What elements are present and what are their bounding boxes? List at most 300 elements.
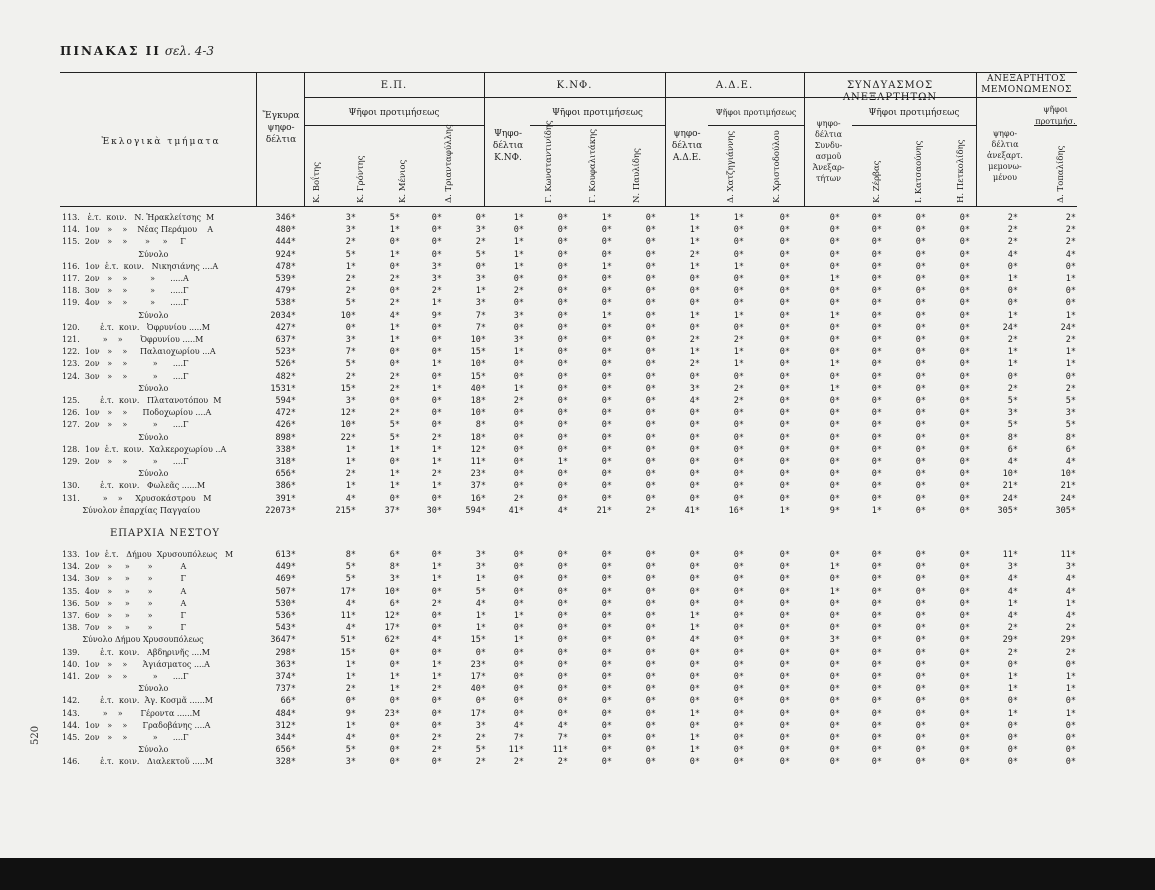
table-cell: 0* (829, 696, 840, 707)
table-cell: 0* (645, 635, 656, 646)
table-cell: 0* (1007, 757, 1018, 768)
table-cell: 0* (871, 432, 882, 443)
table-cell: 23* (470, 659, 486, 670)
table-cell: 0* (959, 213, 970, 223)
table-cell: 0* (779, 720, 790, 731)
table-cell: 3* (1065, 408, 1076, 419)
table-cell: 1* (1065, 684, 1076, 695)
table-cell: 1* (431, 444, 442, 455)
table-cell: 7* (513, 733, 524, 743)
table-cell: 0* (557, 659, 568, 670)
table-cell: 0* (601, 647, 612, 658)
table-cell: 1* (431, 562, 442, 573)
precinct-label: 139. ἑ.τ. κοιν. Αβδηρινῆς ....Μ (62, 647, 210, 657)
group-pre-line: ψηφο- (816, 119, 841, 128)
table-cell: 1* (389, 481, 400, 492)
table-cell: 0* (915, 371, 926, 382)
table-cell: 0* (871, 635, 882, 646)
candidate-column-header: Ν. Παυλίδης (632, 148, 642, 203)
table-cell: 0* (557, 274, 568, 284)
table-cell: 0* (779, 261, 790, 272)
table-cell: 0* (645, 383, 656, 394)
subtotal-label: Σύνολο (62, 469, 169, 479)
header-top-rule (60, 72, 1077, 73)
table-cell: 1* (733, 310, 744, 321)
table-cell: 2* (689, 335, 700, 345)
table-cell: 0* (475, 696, 486, 707)
table-cell: 0* (513, 696, 524, 707)
table-cell: 3647* (270, 635, 296, 646)
table-cell: 0* (779, 550, 790, 560)
group-header-syndyasmos: ΣΥΝΔΥΑΣΜΟΣ ΑΝΕΞΑΡΤΗΤΩΝ (842, 80, 938, 103)
table-cell: 5* (475, 586, 486, 597)
table-cell: 0* (645, 493, 656, 504)
table-cell: 391* (275, 493, 296, 504)
table-cell: 0* (645, 598, 656, 609)
table-cell: 0* (959, 383, 970, 394)
table-cell: 4* (1065, 457, 1076, 467)
table-cell: 0* (959, 396, 970, 406)
table-cell: 0* (871, 757, 882, 768)
table-cell: 3* (1007, 408, 1018, 419)
group-pre-line: ψηφο- (673, 129, 701, 139)
header-col-rule (256, 72, 257, 206)
table-cell: 0* (601, 298, 612, 309)
table-cell: 0* (959, 371, 970, 382)
table-cell: 0* (601, 586, 612, 597)
table-cell: 479* (275, 286, 296, 297)
table-cell: 2* (431, 286, 442, 297)
table-cell: 0* (959, 237, 970, 248)
table-cell: 0* (779, 733, 790, 743)
table-cell: 0* (389, 659, 400, 670)
table-cell: 0* (601, 720, 612, 731)
table-cell: 0* (389, 647, 400, 658)
table-cell: 7* (557, 733, 568, 743)
table-cell: 0* (871, 249, 882, 260)
table-cell: 1* (733, 347, 744, 358)
candidate-column-header: Δ. Τοπαλίδης (1056, 145, 1066, 203)
table-cell: 10* (1002, 469, 1018, 480)
table-cell: 0* (829, 745, 840, 756)
table-cell: 3* (431, 261, 442, 272)
table-cell: 1* (1065, 347, 1076, 358)
table-cell: 0* (829, 347, 840, 358)
table-cell: 0* (959, 322, 970, 333)
table-cell: 0* (829, 298, 840, 309)
table-cell: 0* (645, 335, 656, 345)
table-cell: 2* (1065, 647, 1076, 658)
table-cell: 0* (871, 708, 882, 719)
table-cell: 1* (829, 586, 840, 597)
table-cell: 1* (689, 225, 700, 236)
table-cell: 0* (689, 757, 700, 768)
table-cell: 0* (557, 481, 568, 492)
table-cell: 0* (557, 396, 568, 406)
table-cell: 11* (340, 611, 356, 621)
table-cell: 2* (345, 469, 356, 480)
table-cell: 0* (915, 611, 926, 621)
table-cell: 1* (513, 261, 524, 272)
table-cell: 0* (779, 383, 790, 394)
table-cell: 482* (275, 371, 296, 382)
table-cell: 1* (1065, 310, 1076, 321)
table-cell: 0* (431, 611, 442, 621)
table-cell: 0* (915, 432, 926, 443)
table-cell: 6* (389, 550, 400, 560)
table-cell: 0* (557, 635, 568, 646)
table-cell: 0* (959, 720, 970, 731)
table-cell: 637* (275, 335, 296, 345)
table-cell: 0* (689, 647, 700, 658)
table-cell: 3* (829, 635, 840, 646)
table-cell: 0* (959, 249, 970, 260)
table-cell: 0* (915, 225, 926, 236)
table-cell: 0* (601, 347, 612, 358)
table-cell: 17* (470, 672, 486, 682)
table-cell: 4* (431, 635, 442, 646)
table-cell: 1* (689, 347, 700, 358)
table-cell: 0* (779, 623, 790, 634)
table-cell: 3* (345, 213, 356, 223)
table-cell: 0* (871, 457, 882, 467)
table-cell: 0* (733, 286, 744, 297)
table-cell: 10* (470, 359, 486, 370)
table-cell: 1* (1065, 598, 1076, 609)
group-sub-anexartitos: ψῆφοι προτιμήσ. (1035, 105, 1076, 126)
table-cell: 2* (1065, 383, 1076, 394)
table-cell: 0* (645, 213, 656, 223)
group-pre-line: Ἀνεξαρ- (812, 163, 845, 172)
table-cell: 7* (475, 322, 486, 333)
table-cell: 1* (601, 261, 612, 272)
table-cell: 1* (513, 237, 524, 248)
table-cell: 0* (871, 647, 882, 658)
precinct-label: 120. ἑ.τ. κοιν. Ὀφρυνίου .....Μ (62, 322, 210, 332)
table-cell: 12* (470, 444, 486, 455)
table-cell: 0* (959, 408, 970, 419)
table-cell: 0* (733, 598, 744, 609)
table-cell: 1* (829, 274, 840, 284)
table-cell: 1* (1007, 598, 1018, 609)
table-cell: 0* (557, 383, 568, 394)
table-cell: 0* (915, 598, 926, 609)
table-cell: 0* (1065, 757, 1076, 768)
table-cell: 0* (645, 408, 656, 419)
table-cell: 2* (1065, 623, 1076, 634)
table-cell: 0* (513, 274, 524, 284)
table-cell: 0* (389, 347, 400, 358)
table-cell: 1* (689, 213, 700, 223)
table-cell: 0* (871, 261, 882, 272)
table-cell: 0* (959, 659, 970, 670)
table-cell: 0* (601, 672, 612, 682)
table-cell: 1* (829, 359, 840, 370)
table-cell: 0* (1007, 261, 1018, 272)
table-cell: 16* (728, 505, 744, 516)
table-cell: 0* (645, 684, 656, 695)
table-cell: 0* (871, 310, 882, 321)
table-cell: 0* (959, 310, 970, 321)
table-cell: 30* (426, 505, 442, 516)
table-cell: 0* (431, 420, 442, 431)
table-cell: 1* (829, 310, 840, 321)
table-cell: 2* (345, 237, 356, 248)
table-cell: 17* (470, 708, 486, 719)
table-cell: 0* (871, 225, 882, 236)
table-cell: 363* (275, 659, 296, 670)
table-cell: 3* (475, 274, 486, 284)
table-cell: 0* (557, 647, 568, 658)
table-cell: 0* (513, 647, 524, 658)
table-cell: 18* (470, 396, 486, 406)
table-cell: 0* (1007, 720, 1018, 731)
table-cell: 0* (431, 347, 442, 358)
table-cell: 0* (733, 298, 744, 309)
table-cell: 0* (645, 310, 656, 321)
table-cell: 0* (915, 383, 926, 394)
table-cell: 1* (689, 623, 700, 634)
page-number: 520 (30, 725, 41, 745)
table-cell: 5* (1007, 420, 1018, 431)
table-cell: 15* (470, 635, 486, 646)
table-cell: 3* (513, 335, 524, 345)
table-cell: 0* (475, 261, 486, 272)
table-cell: 24* (1060, 322, 1076, 333)
table-cell: 0* (733, 444, 744, 455)
table-cell: 0* (389, 493, 400, 504)
table-cell: 0* (557, 684, 568, 695)
table-cell: 1* (431, 574, 442, 585)
group-pre-line: ἀνεξαρτ. (987, 151, 1023, 160)
table-cell: 5* (345, 359, 356, 370)
table-cell: 0* (871, 745, 882, 756)
subtotal-label: Σύνολο (62, 745, 169, 755)
table-cell: 0* (779, 359, 790, 370)
table-cell: 3* (345, 757, 356, 768)
table-cell: 0* (871, 408, 882, 419)
table-cell: 0* (645, 611, 656, 621)
table-cell: 3* (475, 562, 486, 573)
precinct-label: 131. » » Χρυσοκάστρου Μ (62, 493, 212, 503)
table-title: ΠΙΝΑΚΑΣ II (60, 44, 161, 58)
table-cell: 1* (389, 335, 400, 345)
table-cell: 0* (779, 347, 790, 358)
table-cell: 656* (275, 469, 296, 480)
group-pre-knf (486, 128, 530, 164)
table-cell: 0* (601, 574, 612, 585)
precinct-label: 123. 2ον » » » ....Γ (62, 359, 189, 369)
table-cell: 0* (779, 574, 790, 585)
table-cell: 0* (915, 696, 926, 707)
valid-votes-line: Ἔγκυρα (262, 111, 300, 121)
table-cell: 21* (1060, 481, 1076, 492)
table-cell: 2* (345, 274, 356, 284)
table-cell: 0* (689, 550, 700, 560)
table-cell: 0* (915, 335, 926, 345)
table-cell: 0* (601, 684, 612, 695)
table-cell: 1* (1007, 274, 1018, 284)
table-cell: 4* (557, 720, 568, 731)
candidate-column-header: Κ. Μένιος (398, 159, 408, 203)
table-cell: 0* (915, 310, 926, 321)
table-cell: 0* (779, 611, 790, 621)
table-cell: 0* (513, 672, 524, 682)
table-cell: 2* (513, 757, 524, 768)
table-cell: 1* (733, 213, 744, 223)
table-cell: 0* (557, 574, 568, 585)
table-cell: 4* (345, 493, 356, 504)
table-cell: 2* (345, 286, 356, 297)
table-cell: 1* (601, 310, 612, 321)
precinct-label: 119. 4ον » » » .....Γ (62, 298, 189, 308)
table-cell: 1* (689, 708, 700, 719)
table-cell: 0* (557, 586, 568, 597)
table-cell: 0* (475, 647, 486, 658)
table-cell: 0* (733, 574, 744, 585)
table-cell: 0* (557, 249, 568, 260)
table-cell: 22* (340, 432, 356, 443)
table-cell: 6* (1065, 444, 1076, 455)
table-cell: 0* (733, 623, 744, 634)
table-cell: 0* (959, 481, 970, 492)
table-cell: 0* (829, 708, 840, 719)
table-cell: 1* (1065, 708, 1076, 719)
table-cell: 2* (513, 493, 524, 504)
table-cell: 0* (829, 261, 840, 272)
table-cell: 2* (513, 286, 524, 297)
table-cell: 0* (601, 322, 612, 333)
table-cell: 2* (1065, 213, 1076, 223)
table-cell: 480* (275, 225, 296, 236)
table-cell: 2* (389, 298, 400, 309)
candidate-column-header: Κ. Ζέρβας (872, 160, 882, 203)
table-cell: 0* (689, 720, 700, 731)
table-cell: 472* (275, 408, 296, 419)
table-cell: 0* (733, 249, 744, 260)
table-cell: 0* (601, 493, 612, 504)
table-cell: 0* (557, 550, 568, 560)
table-cell: 2* (431, 432, 442, 443)
table-cell: 0* (829, 371, 840, 382)
table-cell: 1* (389, 322, 400, 333)
table-cell: 9* (345, 708, 356, 719)
table-cell: 0* (779, 274, 790, 284)
table-cell: 1* (733, 261, 744, 272)
table-cell: 0* (733, 611, 744, 621)
table-cell: 3* (475, 720, 486, 731)
table-cell: 10* (470, 335, 486, 345)
table-cell: 0* (829, 684, 840, 695)
table-cell: 0* (779, 672, 790, 682)
table-cell: 1* (345, 481, 356, 492)
table-cell: 2* (431, 745, 442, 756)
table-cell: 0* (431, 225, 442, 236)
table-cell: 3* (513, 310, 524, 321)
table-cell: 0* (431, 237, 442, 248)
table-cell: 21* (596, 505, 612, 516)
table-cell: 0* (601, 469, 612, 480)
table-cell: 0* (431, 757, 442, 768)
table-cell: 5* (475, 745, 486, 756)
table-cell: 1* (601, 213, 612, 223)
table-cell: 737* (275, 684, 296, 695)
table-cell: 0* (389, 745, 400, 756)
table-cell: 0* (871, 444, 882, 455)
scan-edge (0, 858, 1155, 890)
table-cell: 0* (733, 457, 744, 467)
table-cell: 0* (645, 237, 656, 248)
table-cell: 0* (513, 444, 524, 455)
table-cell: 0* (557, 322, 568, 333)
table-cell: 1* (389, 444, 400, 455)
table-cell: 2* (733, 335, 744, 345)
table-cell: 344* (275, 733, 296, 743)
group-pre-line: ψηφο- (992, 129, 1018, 138)
precinct-label: 136. 5ον » » » Α (62, 598, 187, 608)
precinct-label: 145. 2ον » » » ....Γ (62, 733, 189, 742)
table-cell: 1* (513, 249, 524, 260)
table-cell: 444* (275, 237, 296, 248)
table-cell: 1* (431, 298, 442, 309)
table-cell: 0* (959, 298, 970, 309)
table-cell: 0* (601, 757, 612, 768)
table-cell: 0* (689, 274, 700, 284)
table-cell: 37* (470, 481, 486, 492)
table-cell: 1* (689, 310, 700, 321)
table-cell: 4* (345, 733, 356, 743)
table-cell: 0* (871, 574, 882, 585)
table-cell: 21* (1002, 481, 1018, 492)
table-cell: 16* (470, 493, 486, 504)
table-cell: 0* (601, 696, 612, 707)
table-cell: 0* (915, 347, 926, 358)
table-cell: 0* (645, 659, 656, 670)
table-cell: 0* (959, 611, 970, 621)
table-cell: 1* (345, 457, 356, 467)
table-cell: 0* (557, 562, 568, 573)
table-cell: 0* (915, 757, 926, 768)
table-cell: 24* (1002, 493, 1018, 504)
table-cell: 0* (871, 586, 882, 597)
table-cell: 1* (1065, 274, 1076, 284)
table-cell: 0* (915, 708, 926, 719)
table-cell: 1* (779, 505, 790, 516)
table-cell: 0* (779, 432, 790, 443)
table-cell: 0* (871, 469, 882, 480)
table-cell: 17* (340, 586, 356, 597)
table-cell: 0* (513, 550, 524, 560)
table-cell: 0* (513, 420, 524, 431)
table-cell: 0* (829, 420, 840, 431)
table-cell: 0* (431, 647, 442, 658)
candidate-column-header: Γ. Κωνσταντινίδης (544, 120, 554, 203)
table-cell: 0* (389, 720, 400, 731)
table-cell: 0* (829, 335, 840, 345)
table-cell: 1* (1007, 310, 1018, 321)
table-cell: 0* (513, 586, 524, 597)
table-cell: 0* (959, 647, 970, 658)
table-cell: 3* (475, 298, 486, 309)
table-cell: 11* (508, 745, 524, 756)
table-cell: 0* (829, 611, 840, 621)
table-cell: 0* (829, 225, 840, 236)
table-cell: 0* (871, 562, 882, 573)
group-sub-syndyasmos: Ψῆφοι προτιμήσεως (868, 108, 960, 118)
table-cell: 2* (1007, 237, 1018, 248)
table-cell: 23* (470, 469, 486, 480)
table-cell: 0* (1065, 298, 1076, 309)
